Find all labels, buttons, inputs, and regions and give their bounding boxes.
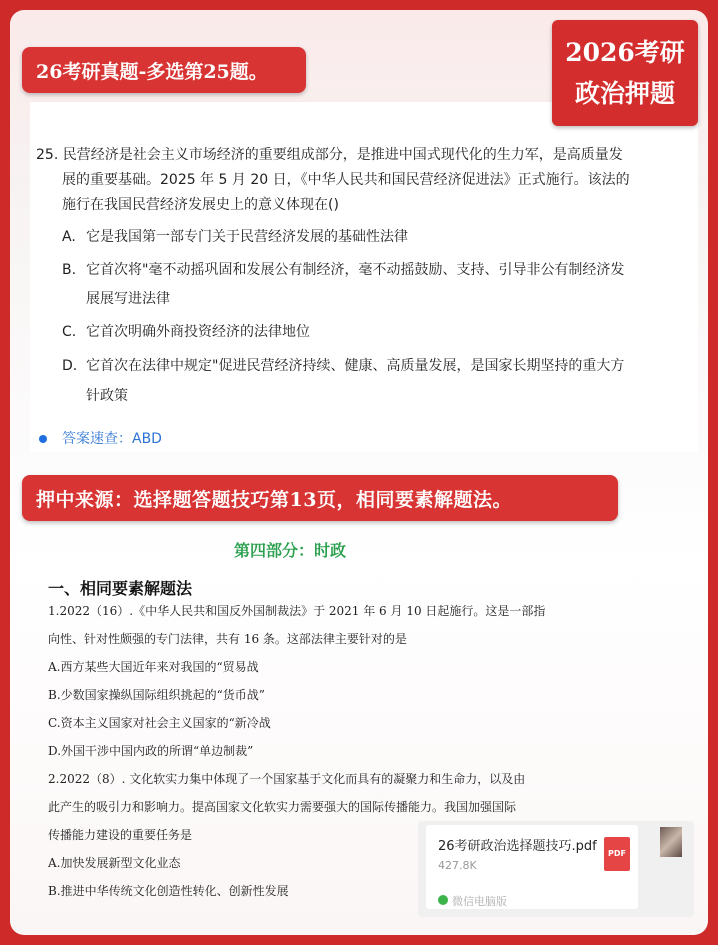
- doc-line: 此产生的吸引力和影响力。提高国家文化软实力需要强大的国际传播能力。我国加强国际: [48, 800, 517, 814]
- file-source: 微信电脑版: [452, 895, 507, 908]
- question-line-1: 25. 民营经济是社会主义市场经济的重要组成部分，是推进中国式现代化的生力军，是高质量发: [36, 147, 623, 163]
- bullet-dot-icon: [39, 435, 47, 443]
- file-attachment-card[interactable]: [418, 821, 694, 917]
- question-card: [30, 102, 698, 452]
- option-d: D. 它首次在法律中规定"促进民营经济持续、健康、高质量发展，是国家长期坚持的重大方: [62, 358, 625, 374]
- avatar[interactable]: [660, 827, 682, 857]
- bottom-ribbon: 押中来源：选择题答题技巧第13页，相同要素解题法。: [22, 475, 618, 521]
- doc-line: A.西方某些大国近年来对我国的“贸易战: [48, 660, 259, 674]
- doc-line: 传播能力建设的重要任务是: [48, 828, 193, 842]
- file-size: 427.8K: [438, 859, 477, 872]
- section-title: 第四部分：时政: [234, 541, 347, 560]
- question-line-3: 施行在我国民营经济发展史上的意义体现在(): [62, 197, 339, 213]
- doc-line: B.少数国家操纵国际组织挑起的“货币战”: [48, 688, 265, 702]
- doc-line: D.外国干涉中国内政的所谓“单边制裁”: [48, 744, 254, 758]
- question-number: 25.: [36, 147, 59, 163]
- doc-line: 向性、针对性颇强的专门法律，共有 16 条。这部法律主要针对的是: [48, 632, 407, 646]
- option-a: A. 它是我国第一部专门关于民营经济发展的基础性法律: [62, 229, 408, 245]
- option-c: C. 它首次明确外商投资经济的法律地位: [62, 324, 310, 340]
- option-b-line2: 展展写进法律: [86, 291, 170, 307]
- top-ribbon: 26考研真题-多选第25题。: [22, 47, 306, 93]
- wechat-icon: [438, 895, 448, 905]
- pdf-file-icon: PDF: [604, 837, 630, 871]
- page-frame: [10, 10, 708, 935]
- doc-heading: 一、相同要素解题法: [48, 579, 193, 598]
- doc-line: C.资本主义国家对社会主义国家的“新冷战: [48, 716, 271, 730]
- option-d-line2: 针政策: [86, 388, 128, 404]
- option-b: B. 它首次将"毫不动摇巩固和发展公有制经济，毫不动摇鼓励、支持、引导非公有制经济发: [62, 262, 625, 278]
- file-card-body[interactable]: [426, 825, 638, 909]
- corner-badge: 2026考研 政治押题: [552, 20, 698, 126]
- doc-line: 2.2022（8）. 文化软实力集中体现了一个国家基于文化而具有的凝聚力和生命力，以及由: [48, 772, 526, 786]
- doc-line: A.加快发展新型文化业态: [48, 856, 181, 870]
- doc-line: 1.2022（16）.《中华人民共和国反外国制裁法》于 2021 年 6 月 10 日起施行。这是一部指: [48, 604, 546, 618]
- answer-text: 答案速查：ABD: [62, 431, 162, 447]
- doc-line: B.推进中华传统文化创造性转化、创新性发展: [48, 884, 289, 898]
- question-line-2: 展的重要基础。2025 年 5 月 20 日，《中华人民共和国民营经济促进法》正式施行。该法的: [62, 172, 630, 188]
- file-name: 26考研政治选择题技巧.pdf: [438, 839, 597, 854]
